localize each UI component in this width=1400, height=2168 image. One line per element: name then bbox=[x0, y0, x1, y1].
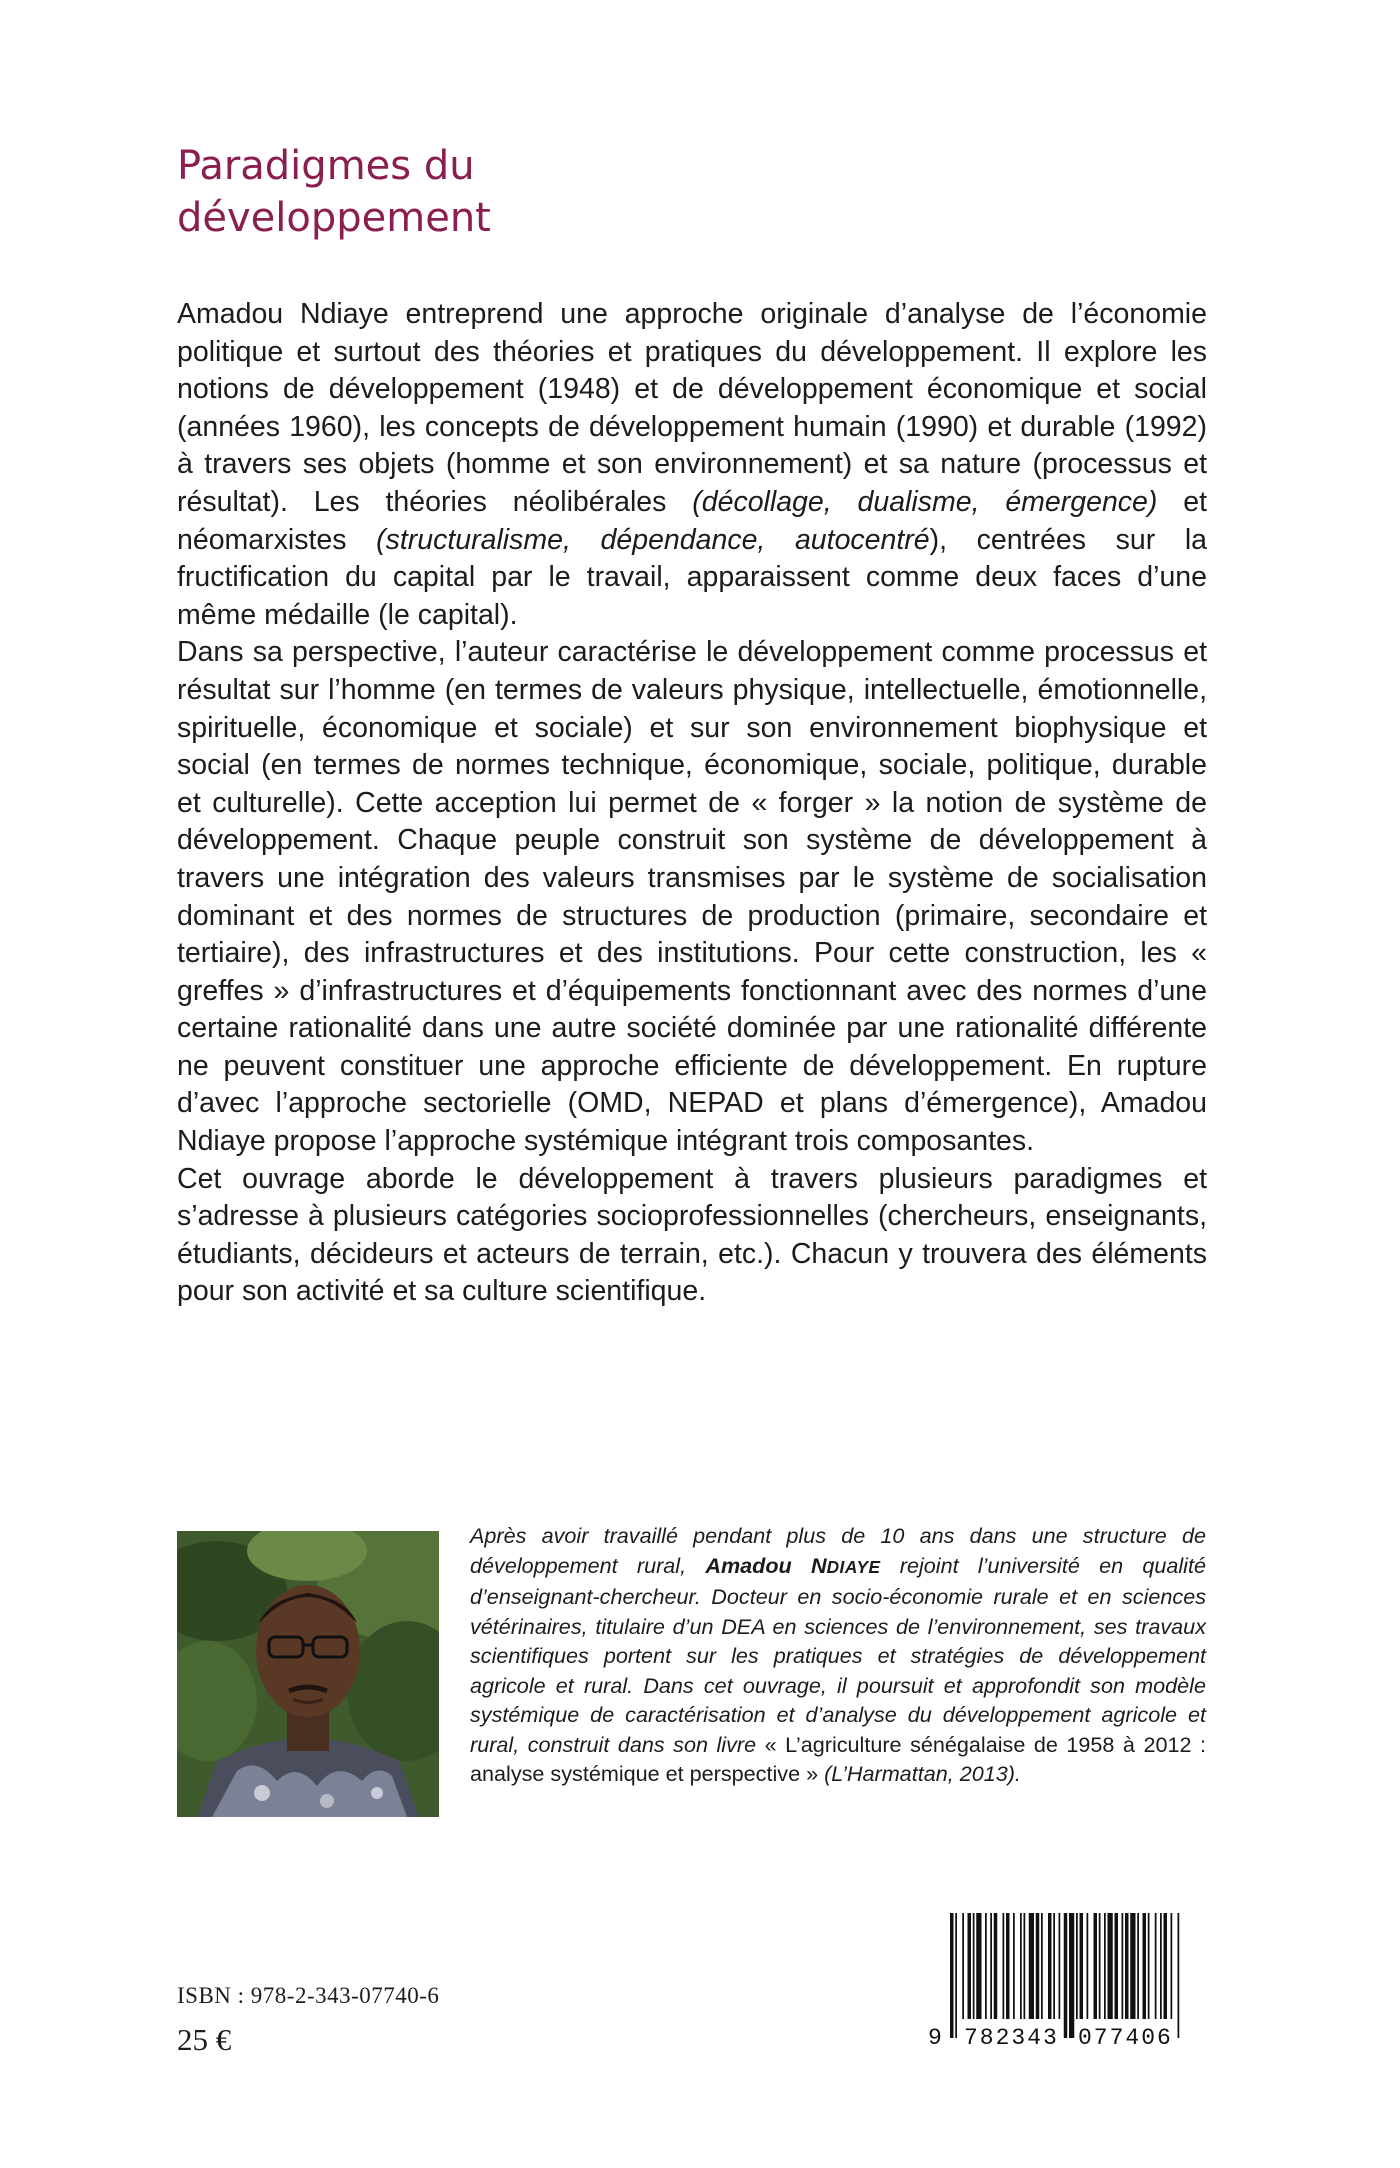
barcode-bar bbox=[1099, 1913, 1101, 2019]
summary-text: et néomarxistes bbox=[177, 485, 1208, 556]
author-last-name-initial: N bbox=[810, 1552, 827, 1578]
barcode-bar bbox=[973, 1913, 975, 2019]
barcode-bar bbox=[1087, 1913, 1089, 2019]
summary-text: ), centrées sur la fructification du capital par le travail, apparaissent comme deux faces d’une même médaille (le capital). bbox=[177, 523, 1207, 631]
barcode-bar bbox=[1013, 1913, 1015, 2019]
barcode-digit-first: 9 bbox=[928, 2025, 942, 2047]
barcode-bar bbox=[1006, 1913, 1010, 2019]
barcode-bars bbox=[950, 1913, 1179, 2038]
barcode bbox=[924, 1913, 1206, 2047]
summary-italic-text: (décollage, dualisme, émergence) bbox=[692, 485, 1158, 518]
barcode-bar bbox=[1130, 1913, 1135, 2019]
barcode-bar bbox=[1048, 1913, 1052, 2019]
barcode-bar bbox=[962, 1913, 964, 2019]
barcode-bar bbox=[1171, 1913, 1173, 2019]
price: 25 € bbox=[177, 2022, 232, 2057]
author-biography-text bbox=[470, 1521, 1206, 1789]
barcode-bar bbox=[1003, 1913, 1005, 2019]
barcode-bar bbox=[1108, 1913, 1113, 2019]
barcode-bar bbox=[1069, 1913, 1074, 2038]
barcode-bar bbox=[1024, 1913, 1026, 2019]
barcode-bar bbox=[1036, 1913, 1040, 2019]
author-photo bbox=[177, 1531, 439, 1817]
barcode-bar bbox=[1094, 1913, 1098, 2019]
barcode-bar bbox=[1143, 1913, 1147, 2019]
barcode-bar bbox=[955, 1913, 957, 2038]
barcode-bar bbox=[1137, 1913, 1139, 2019]
summary-italic-text: (structuralisme, dépendance, autocentré bbox=[376, 523, 930, 556]
bio-text: rejoint l’université en qualité d’enseignant-chercheur. Docteur en socio-économie rurale et en sciences vétérinaires, titulaire d’un DEA en sciences de l’environnement, ses travaux scientifiques portent sur les pratiques et stratégies de développement agricole et rural. Dans cet ouvrage, il poursuit et approfondit son modèle systémique de caractérisation et d’analyse du développement agricole et rural, construit dans son livre bbox=[470, 1552, 1206, 1757]
summary-paragraph-3: Cet ouvrage aborde le développement à travers plusieurs paradigmes et s’adresse à plusieurs catégories socioprofessionnelles (chercheurs, enseignants, étudiants, décideurs et acteurs de terrain, etc.). Chacun y trouvera des éléments pour son activité et sa culture scientifique. bbox=[177, 1162, 1207, 1308]
barcode-bar bbox=[950, 1913, 954, 2038]
publisher-reference: (L’Harmattan, 2013). bbox=[818, 1761, 1021, 1786]
barcode-bar bbox=[1164, 1913, 1168, 2019]
author-first-name: Amadou bbox=[705, 1552, 811, 1578]
barcode-bar bbox=[976, 1913, 981, 2019]
barcode-bar bbox=[1104, 1913, 1106, 2019]
book-title-line-1: Paradigmes du bbox=[177, 143, 475, 189]
author-name bbox=[705, 1553, 880, 1578]
barcode-bar bbox=[1041, 1913, 1043, 2019]
book-title-line-2: développement bbox=[177, 195, 491, 241]
book-title bbox=[177, 140, 877, 244]
summary-paragraph-1 bbox=[177, 296, 1207, 634]
barcode-bar bbox=[990, 1913, 992, 2019]
barcode-bar bbox=[1115, 1913, 1119, 2019]
barcode-bar bbox=[1076, 1913, 1078, 2019]
barcode-bar bbox=[1080, 1913, 1084, 2019]
barcode-bar bbox=[1029, 1913, 1034, 2019]
book-summary bbox=[177, 296, 1207, 1311]
barcode-bar bbox=[1125, 1913, 1129, 2019]
isbn: ISBN : 978-2-343-07740-6 bbox=[177, 1983, 440, 2008]
barcode-bar bbox=[1064, 1913, 1068, 2038]
barcode-bar bbox=[1053, 1913, 1055, 2019]
barcode-bar bbox=[985, 1913, 987, 2019]
barcode-bar bbox=[1020, 1913, 1022, 2019]
barcode-digits-right: 077406 bbox=[1078, 2025, 1173, 2047]
barcode-bar bbox=[1059, 1913, 1061, 2019]
barcode-digits-left: 782343 bbox=[964, 2025, 1059, 2047]
summary-text: Amadou Ndiaye entreprend une approche originale d’analyse de l’économie politique et surtout des théories et pratiques du développement. Il explore les notions de développement (1948) et de développement économique et social (années 1960), les concepts de développement humain (1990) et durable (1992) à travers ses objets (homme et son environnement) et sa nature (processus et résultat). Les théories néolibérales bbox=[177, 298, 1207, 518]
barcode-bar bbox=[1160, 1913, 1162, 2019]
author-biography bbox=[470, 1521, 1206, 1789]
barcode-bar bbox=[1148, 1913, 1150, 2019]
summary-paragraph-2: Dans sa perspective, l’auteur caractérise le développement comme processus et résultat sur l’homme (en termes de valeurs physique, intellectuelle, émotionnelle, spirituelle, économique et sociale) et sur son environnement biophysique et social (en termes de normes technique, économique, sociale, politique, durable et culturelle). Cette acception lui permet de « forger » la notion de système de développement. Chaque peuple construit son système de développement à travers une intégration des valeurs transmises par le système de socialisation dominant et des normes de structures de production (primaire, secondaire et tertiaire), des infrastructures et des institutions. Pour cette construction, les « greffes » d’infrastructures et d’équipements fonctionnant avec des normes d’une certaine rationalité dans une autre société dominée par une rationalité différente ne peuvent constituer une approche efficiente de développement. En rupture d’avec l’approche sectorielle (OMD, NEPAD et plans d’émergence), Amadou Ndiaye propose l’approche systémique intégrant trois composantes. bbox=[177, 636, 1207, 1158]
book-reference: « L’agriculture sénégalaise de 1958 à 2012 : analyse systémique et perspective » bbox=[470, 1731, 1206, 1786]
barcode-bar bbox=[1122, 1913, 1124, 2019]
barcode-bar bbox=[968, 1913, 972, 2019]
barcode-bar bbox=[1178, 1913, 1180, 2038]
barcode-bar bbox=[994, 1913, 998, 2019]
author-last-name-rest: DIAYE bbox=[826, 1556, 881, 1577]
bio-text: Après avoir travaillé pendant plus de 10 ans dans une structure de développement rural, bbox=[470, 1523, 1206, 1578]
barcode-bar bbox=[1155, 1913, 1157, 2019]
